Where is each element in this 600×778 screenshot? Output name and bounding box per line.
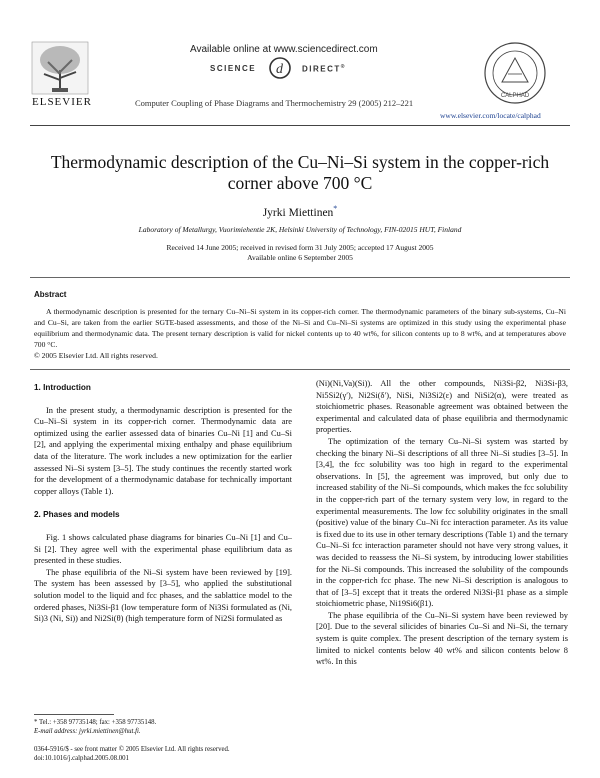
article-title	[40, 152, 560, 194]
right-column	[316, 378, 568, 668]
doi-text[interactable]: doi:10.1016/j.calphad.2005.08.001	[34, 755, 129, 762]
introduction-paragraph: In the present study, a thermodynamic description is presented for the Cu–Ni–Si system in its copper-rich corner. Thermodynamic data are optimized using the earlier assessed data of binaries Cu–Ni [1] and Cu–Si [2], and applying the experimental mixing enthalpy and phase equilibrium data of the literature. The work includes a new optimization for the earlier assessed Ni–Si system [3–5]. The study continues the recently started work for the development of a thermodynamic database for technically important copper alloys (Table 1).	[34, 405, 292, 496]
phases-paragraph-2: The phase equilibria of the Ni–Si system have been reviewed by [19]. The system has been assessed by [3–5], who applied the substitutional solution model to the liquid and fcc phases, and the sablattice model to the ordered phases, Ni3Si-β1 (low temperature form of Ni3Si formulated as (Ni, Si)3 (Ni, Si)) and Ni2Si(θ) (high temperature form of Ni2Si formulated as	[34, 567, 292, 624]
author-name	[0, 204, 600, 219]
footnote-email[interactable]: E-mail address: jyrki.miettinen@hut.fi.	[34, 728, 141, 735]
available-online-banner[interactable]: Available online at www.sciencedirect.com	[190, 44, 378, 55]
abstract-copyright: © 2005 Elsevier Ltd. All rights reserved.	[34, 351, 158, 360]
publisher-name: ELSEVIER	[32, 96, 92, 108]
author-footnote-link[interactable]: *	[333, 204, 338, 213]
abstract-bottom-divider	[30, 369, 570, 370]
abstract-heading: Abstract	[34, 290, 67, 299]
sciencedirect-d-icon	[268, 56, 292, 80]
calphad-seal-icon	[482, 40, 548, 106]
left-column	[34, 382, 292, 625]
footnote-divider	[34, 714, 114, 715]
title-line-1: Thermodynamic description of the Cu–Ni–Si system in the copper-rich	[50, 152, 550, 172]
footnote-phone: * Tel.: +358 97735148; fax: +358 97735148.	[34, 719, 157, 726]
author-footnote	[34, 718, 156, 736]
online-date: Available online 6 September 2005	[247, 253, 353, 262]
journal-citation: Computer Coupling of Phase Diagrams and Thermochemistry 29 (2005) 212–221	[135, 98, 414, 108]
issn-text: 0364-5916/$ - see front matter © 2005 Elsevier Ltd. All rights reserved.	[34, 746, 230, 753]
abstract-body	[34, 306, 566, 361]
sciencedirect-logo-right: DIRECT®	[302, 64, 346, 74]
title-line-2: corner above 700 °C	[227, 173, 373, 193]
right-paragraph-1: (Ni)(Ni,Va)(Si)). All the other compounds, Ni3Si-β2, Ni3Si-β3, Ni5Si2(γ′), Ni2Si(δ′), NiSi, Ni3Si2(ε) and NiSi2(α), were treated as stoichiometric phases. Reasonable agreement was obtained between the experimental and calculated data of phase equilibria and thermodynamic properties.	[316, 379, 568, 435]
seal-label: CALPHAD	[500, 93, 530, 99]
svg-text:d: d	[276, 62, 283, 77]
phases-paragraph-1: Fig. 1 shows calculated phase diagrams for binaries Cu–Ni [1] and Cu–Si [2]. They agree well with the experimental phase equilibrium data as presented in these studies.	[34, 532, 292, 566]
article-dates: Received 14 June 2005; received in revised form 31 July 2005; accepted 17 August 2005	[166, 243, 434, 252]
right-paragraph-2: The optimization of the ternary Cu–Ni–Si system was started by checking the binary Ni–Si descriptions of all three Ni–Si studies [3–5]. In [3,4], the fcc solubility was too high in regard to the experimental observations. In [5], the agreement was improved, but only due to increased stability of the Ni–Si compounds, which makes the fcc solubility in the copper-rich part of the ternary system very low, in regard to the experimental measurements. The low fcc solubility originates in the small (positive) value of the binary Cu–Ni fcc interaction parameter. As its value is fixed due to its use in other ternary descriptions (Table 1) and the ternary Cu–Ni–Si fcc interaction parameter should not have very strong values, it was decided to reassess the Ni–Si system, by introducing lower stabilities for the Ni–Si compounds. This increased the solubility of the compounds in the copper-rich fcc phase. The new Ni–Si description is analogous to that of [3–5] except that it treats the ordered Ni3Si-β1 phase as a simple stoichiometric phase, Ni19Si6(β1).	[316, 436, 568, 609]
phases-models-heading: 2. Phases and models	[34, 510, 120, 520]
author-name-text: Jyrki Miettinen	[262, 206, 334, 219]
header-divider	[30, 125, 570, 126]
journal-url-link[interactable]: www.elsevier.com/locate/calphad	[440, 111, 541, 120]
abstract-text: A thermodynamic description is presented for the ternary Cu–Ni–Si system in its copper-rich corner. The thermodynamic parameters of the binary sub-systems, Cu–Ni and Cu–Si, are taken from the earlier SGTE-based assessments, and those of the Ni–Si and Cu–Ni–Si systems are optimized in this study using the experimental phase equilibrium and thermodynamic data. The present ternary description is valid for nickel contents up to 40 wt%, for silicon contents up to 8 wt%, and at temperatures above 700 °C.	[34, 307, 566, 349]
sciencedirect-logo[interactable]	[210, 58, 430, 80]
sciencedirect-logo-left: SCIENCE	[210, 64, 257, 73]
introduction-heading: 1. Introduction	[34, 383, 91, 392]
author-affiliation: Laboratory of Metallurgy, Vuorimiehentie 2K, Helsinki University of Technology, FIN-02015 HUT, Finland	[138, 225, 462, 234]
issn-block	[34, 745, 230, 763]
right-paragraph-3: The phase equilibria of the Cu–Ni–Si system have been reviewed by [20]. Due to the several silicides of binaries Cu–Si and Ni–Si, the ternary system is quite complex. The present description of the ternary system is limited to nickel contents below 40 wt% and silicon contents below 8 wt%. In this	[316, 610, 568, 667]
abstract-top-divider	[30, 277, 570, 278]
